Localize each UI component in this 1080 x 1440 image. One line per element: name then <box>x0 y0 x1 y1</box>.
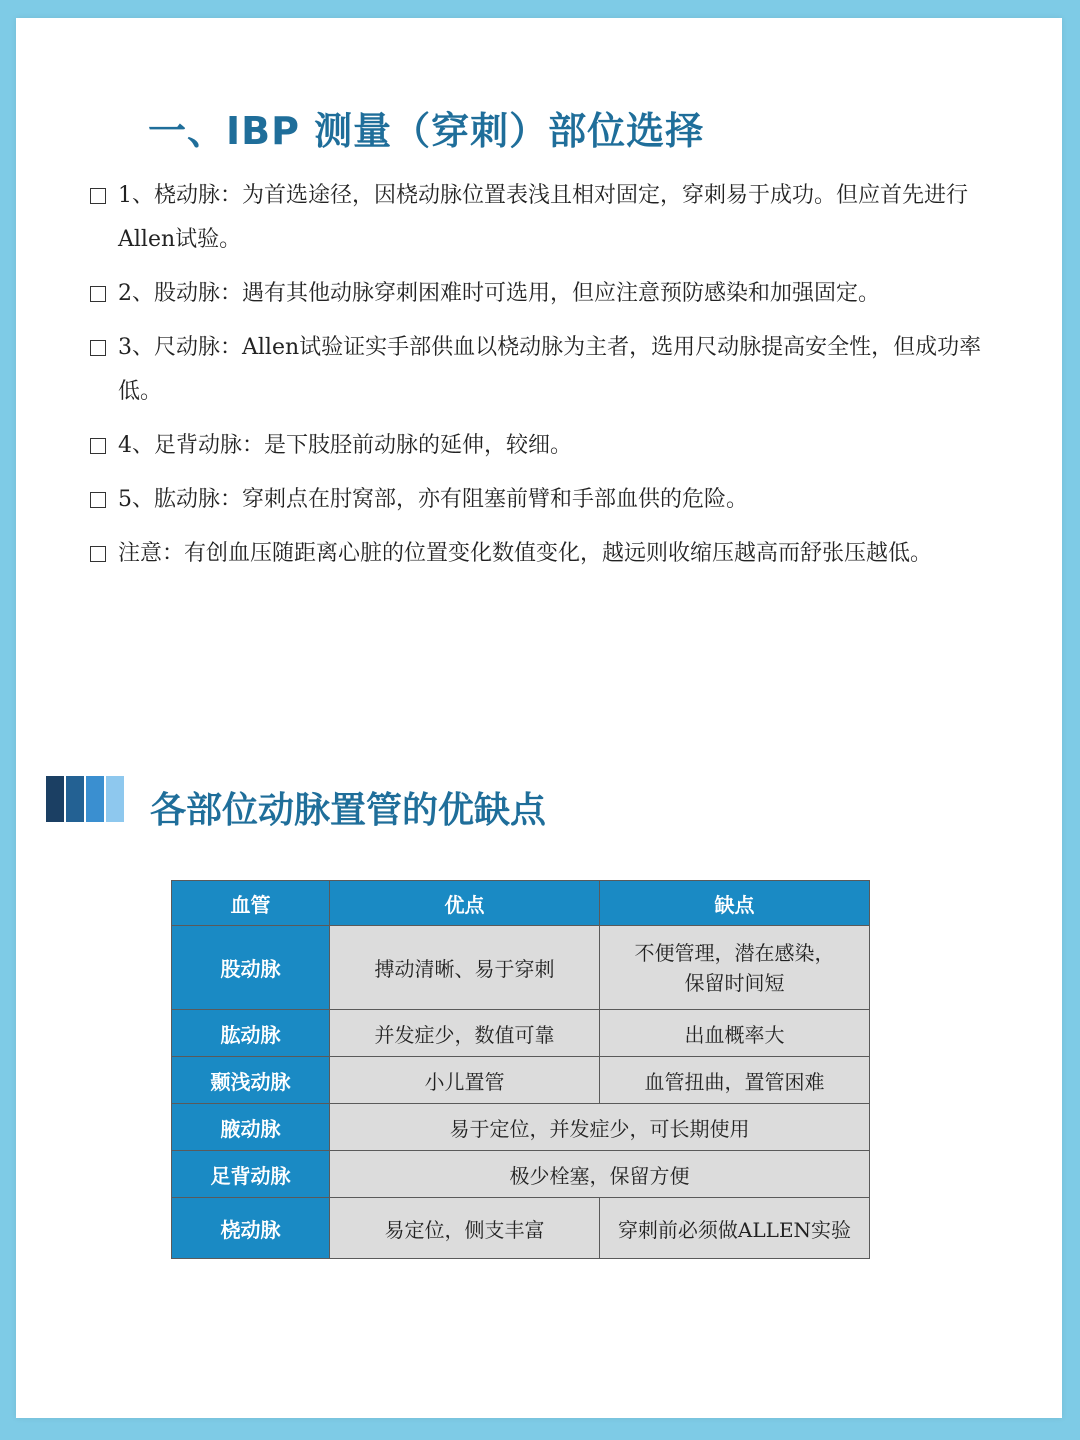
list-item-text: 4、足背动脉：是下肢胫前动脉的延伸，较细。 <box>118 433 572 458</box>
cons-cell: 穿刺前必须做ALLEN实验 <box>600 1198 870 1259</box>
pros-cell: 搏动清晰、易于穿刺 <box>330 926 600 1010</box>
section-bar-block <box>46 776 64 822</box>
checkbox-icon <box>90 340 106 356</box>
selection-list <box>90 174 990 586</box>
table-header-row <box>172 881 870 926</box>
table-row <box>172 1057 870 1104</box>
header-cons: 缺点 <box>600 881 870 926</box>
section-bar-decoration <box>46 776 126 822</box>
vessel-cell: 桡动脉 <box>172 1198 330 1259</box>
list-item <box>90 174 990 262</box>
checkbox-icon <box>90 438 106 454</box>
pros-cell: 易定位，侧支丰富 <box>330 1198 600 1259</box>
list-item-text: 注意：有创血压随距离心脏的位置变化数值变化，越远则收缩压越高而舒张压越低。 <box>118 541 933 566</box>
header-vessel: 血管 <box>172 881 330 926</box>
list-item <box>90 478 990 522</box>
section-title: 各部位动脉置管的优缺点 <box>150 790 547 831</box>
checkbox-icon <box>90 492 106 508</box>
pros-cell: 并发症少，数值可靠 <box>330 1010 600 1057</box>
vessel-cell: 股动脉 <box>172 926 330 1010</box>
page-title: 一、IBP 测量（穿刺）部位选择 <box>148 109 705 153</box>
document-page <box>16 18 1062 1418</box>
pros-cell: 小儿置管 <box>330 1057 600 1104</box>
table-row <box>172 1151 870 1198</box>
vessel-cell: 腋动脉 <box>172 1104 330 1151</box>
table-row <box>172 1104 870 1151</box>
cons-cell: 不便管理，潜在感染， 保留时间短 <box>600 926 870 1010</box>
pros-cons-table <box>171 880 870 1259</box>
checkbox-icon <box>90 188 106 204</box>
cons-cell: 血管扭曲，置管困难 <box>600 1057 870 1104</box>
merged-cell: 极少栓塞，保留方便 <box>330 1151 870 1198</box>
list-item <box>90 326 990 414</box>
vessel-cell: 肱动脉 <box>172 1010 330 1057</box>
vessel-cell: 足背动脉 <box>172 1151 330 1198</box>
checkbox-icon <box>90 286 106 302</box>
section-bar-block <box>86 776 104 822</box>
list-item-text: 1、桡动脉：为首选途径，因桡动脉位置表浅且相对固定，穿刺易于成功。但应首先进行Allen试验。 <box>118 183 968 252</box>
list-item <box>90 272 990 316</box>
list-item <box>90 424 990 468</box>
vessel-cell: 颞浅动脉 <box>172 1057 330 1104</box>
cons-cell: 出血概率大 <box>600 1010 870 1057</box>
table-row <box>172 1010 870 1057</box>
table-row <box>172 1198 870 1259</box>
merged-cell: 易于定位，并发症少，可长期使用 <box>330 1104 870 1151</box>
list-item-text: 2、股动脉：遇有其他动脉穿刺困难时可选用，但应注意预防感染和加强固定。 <box>118 281 880 306</box>
list-item-text: 3、尺动脉：Allen试验证实手部供血以桡动脉为主者，选用尺动脉提高安全性，但成功率低。 <box>118 335 982 404</box>
header-pros: 优点 <box>330 881 600 926</box>
section-bar-block <box>106 776 124 822</box>
checkbox-icon <box>90 546 106 562</box>
list-item-note <box>90 532 990 576</box>
section-bar-block <box>66 776 84 822</box>
list-item-text: 5、肱动脉：穿刺点在肘窝部，亦有阻塞前臂和手部血供的危险。 <box>118 487 748 512</box>
table-row <box>172 926 870 1010</box>
